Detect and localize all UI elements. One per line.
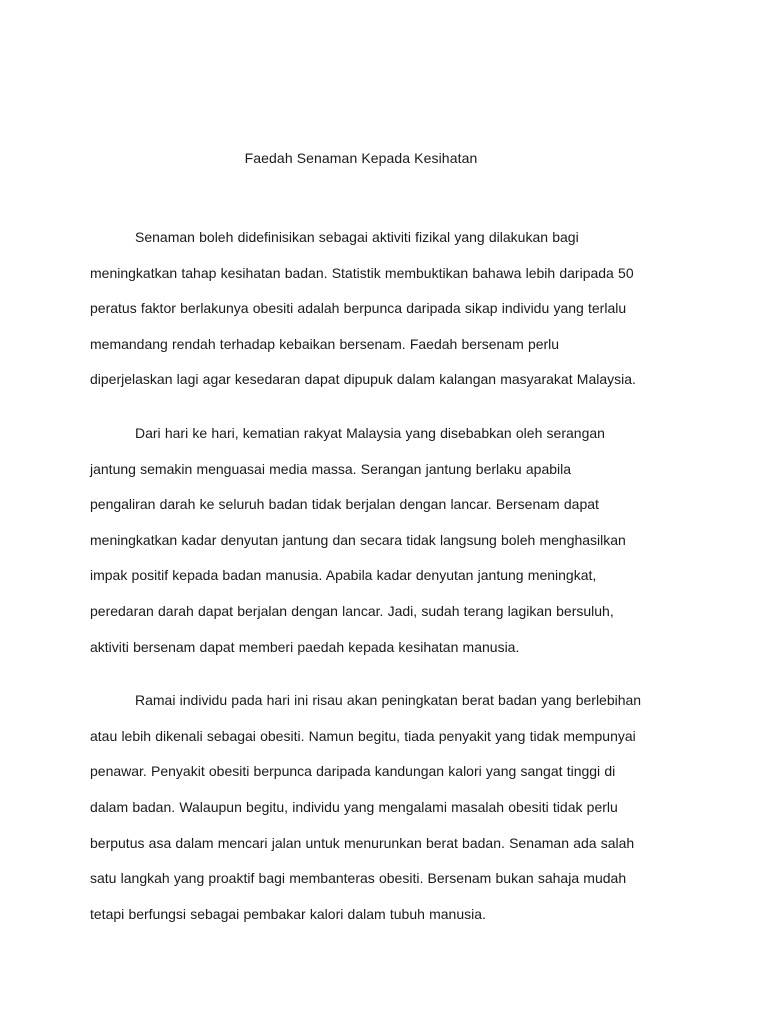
paragraph-1 <box>90 220 690 398</box>
paragraph-line: peratus faktor berlakunya obesiti adalah berpunca daripada sikap individu yang terlalu <box>90 300 627 317</box>
paragraph-line: aktiviti bersenam dapat memberi paedah kepada kesihatan manusia. <box>90 638 520 655</box>
paragraph-line: meningkatkan tahap kesihatan badan. Statistik membuktikan bahawa lebih daripada 50 <box>90 264 634 281</box>
paragraph-line: memandang rendah terhadap kebaikan bersenam. Faedah bersenam perlu <box>90 335 560 352</box>
paragraph-line: atau lebih dikenali sebagai obesiti. Namun begitu, tiada penyakit yang tidak mempunyai <box>90 727 636 744</box>
paragraph-line: meningkatkan kadar denyutan jantung dan secara tidak langsung boleh menghasilkan <box>90 531 626 548</box>
paragraph-3 <box>90 683 690 932</box>
paragraph-line: dalam badan. Walaupun begitu, individu yang mengalami masalah obesiti tidak perlu <box>90 798 618 815</box>
document-title: Faedah Senaman Kepada Kesihatan <box>244 150 478 166</box>
paragraph-line: berputus asa dalam mencari jalan untuk menurunkan berat badan. Senaman ada salah <box>90 834 635 851</box>
paragraph-line: peredaran darah dapat berjalan dengan lancar. Jadi, sudah terang lagikan bersuluh, <box>90 602 614 619</box>
paragraph-line: jantung semakin menguasai media massa. Serangan jantung berlaku apabila <box>90 460 572 477</box>
paragraph-line: diperjelaskan lagi agar kesedaran dapat dipupuk dalam kalangan masyarakat Malaysia. <box>90 371 636 388</box>
paragraph-line: penawar. Penyakit obesiti berpunca daripada kandungan kalori yang sangat tinggi di <box>90 763 616 780</box>
paragraph-line: pengaliran darah ke seluruh badan tidak berjalan dengan lancar. Bersenam dapat <box>90 496 599 513</box>
paragraph-line: Ramai individu pada hari ini risau akan peningkatan berat badan yang berlebihan <box>135 692 642 709</box>
paragraph-line: impak positif kepada badan manusia. Apabila kadar denyutan jantung meningkat, <box>90 567 597 584</box>
paragraph-line: tetapi berfungsi sebagai pembakar kalori dalam tubuh manusia. <box>90 905 486 922</box>
paragraph-line: satu langkah yang proaktif bagi membanteras obesiti. Bersenam bukan sahaja mudah <box>90 870 627 887</box>
paragraph-2 <box>90 416 690 665</box>
document-body <box>90 220 690 950</box>
paragraph-line: Dari hari ke hari, kematian rakyat Malaysia yang disebabkan oleh serangan <box>135 424 605 441</box>
paragraph-line: Senaman boleh didefinisikan sebagai aktiviti fizikal yang dilakukan bagi <box>135 229 579 245</box>
